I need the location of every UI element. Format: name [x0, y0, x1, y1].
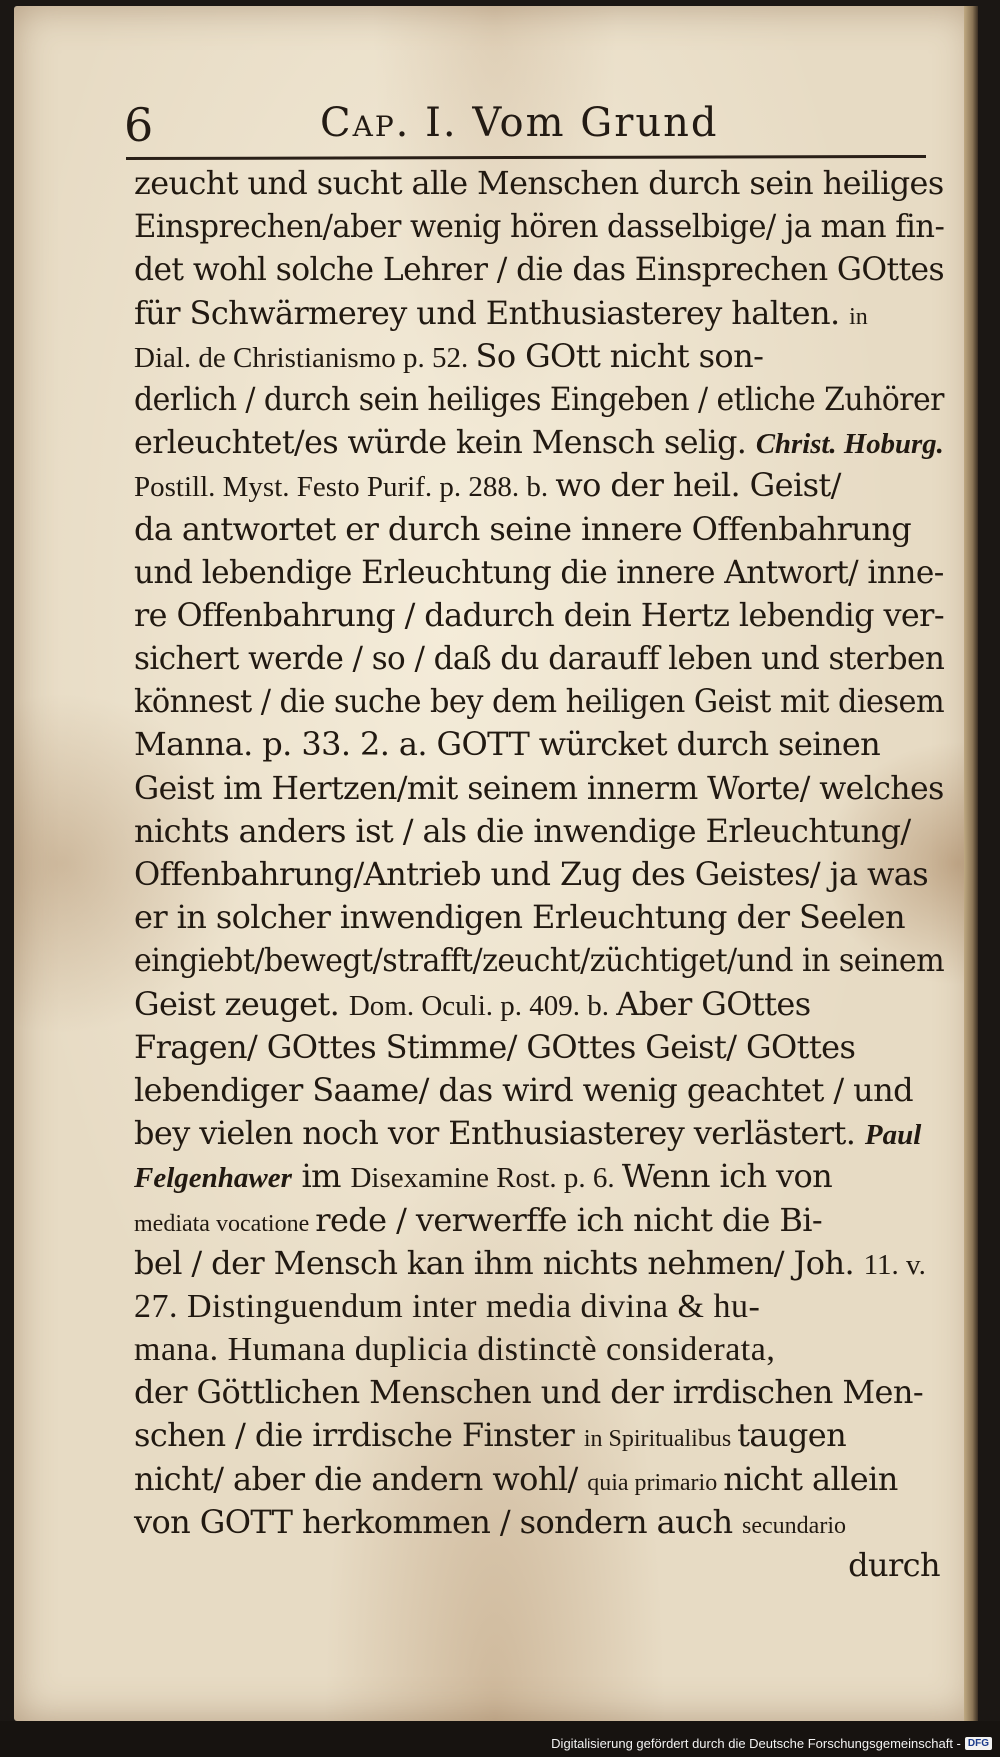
text-line [134, 1242, 944, 1285]
credit-text: Digitalisierung gefördert durch die Deutsche Forschungsgemeinschaft - [551, 1736, 961, 1751]
text-line [134, 853, 944, 896]
text-segment: da antwortet er durch seine innere Offenbahrung [134, 509, 912, 548]
page-number: 6 [124, 98, 154, 152]
text-line [134, 508, 944, 551]
text-line [134, 335, 944, 378]
text-line [134, 1371, 944, 1414]
text-line [134, 551, 944, 594]
body-text [134, 162, 944, 1587]
text-segment: eingiebt/bewegt/strafft/zeucht/züchtiget/und in seinem [134, 941, 945, 980]
footer-bar [0, 1721, 1000, 1757]
text-segment: bey vielen noch vor Enthusiasterey verlästert. [134, 1114, 865, 1153]
text-line [134, 1414, 944, 1457]
page-header [120, 98, 920, 158]
text-segment: mana. Humana duplicia distinctè considerata, [134, 1331, 776, 1369]
text-segment: GOTT würcket durch seinen [436, 725, 881, 764]
text-segment: re Offenbahrung / dadurch dein Hertz lebendig ver- [134, 595, 945, 634]
text-line [134, 1155, 944, 1198]
page-edge [964, 6, 978, 1721]
text-segment: Disexamine Rost. p. 6. [350, 1162, 622, 1195]
text-line [134, 637, 945, 680]
text-segment: Wenn ich von [621, 1157, 833, 1196]
text-segment: Felgenhawer [134, 1162, 292, 1195]
text-segment: Einsprechen/aber wenig hören dasselbige/ ja man fin- [134, 207, 945, 246]
text-line [134, 464, 944, 507]
text-line [134, 248, 944, 291]
text-segment: Christ. Hoburg. [755, 428, 944, 461]
text-segment: zeucht und sucht alle Menschen durch sein heiliges [134, 164, 944, 202]
text-segment: im [291, 1157, 351, 1196]
text-segment: für Schwärmerey und Enthusiasterey halten. [134, 293, 850, 332]
digitization-credit [551, 1736, 992, 1751]
text-line [134, 896, 944, 939]
text-line [134, 421, 944, 464]
catchword: durch [848, 1546, 940, 1584]
text-line [134, 983, 944, 1026]
text-segment: in Spiritualibus [583, 1426, 738, 1453]
chapter-label: Cap. I. [320, 100, 458, 146]
text-line [134, 1199, 944, 1242]
text-line [134, 810, 944, 853]
dfg-logo: DFG [965, 1737, 992, 1750]
text-line [134, 162, 942, 205]
text-segment: erleuchtet/es würde kein Mensch selig. [134, 423, 756, 462]
text-segment: 27. Distinguendum inter media divina & hu- [134, 1287, 761, 1325]
text-line [134, 680, 945, 723]
text-line [134, 378, 944, 421]
text-segment: Geist im Hertzen/mit seinem innerm Worte/ welches [134, 768, 944, 807]
text-segment: det wohl solche Lehrer / die das Einsprechen GOttes [134, 250, 944, 289]
text-segment: in [849, 303, 868, 330]
running-head [320, 100, 719, 146]
text-segment: Dom. Oculi. p. 409. b. [348, 989, 617, 1022]
text-segment: nicht/ aber die andern wohl/ [134, 1459, 588, 1498]
text-segment: sichert werde / so / daß du darauff leben und sterben [134, 639, 945, 678]
text-segment: Fragen/ GOttes Stimme/ GOttes Geist/ GOttes [134, 1027, 856, 1066]
text-line [134, 723, 944, 766]
text-segment: Offenbahrung/Antrieb und Zug des Geistes/ ja was [134, 855, 929, 893]
text-segment: könnest / die suche bey dem heiligen Geist mit diesem [134, 682, 945, 721]
text-segment: mediata vocatione [134, 1210, 316, 1237]
text-segment: rede / verwerffe ich nicht die Bi- [315, 1200, 823, 1239]
text-segment: wo der heil. Geist/ [555, 466, 841, 505]
text-segment: Postill. Myst. Festo Purif. p. 288. b. [134, 471, 556, 504]
text-segment: secundario [742, 1512, 846, 1539]
text-segment: Manna. p. 33. 2. a. [134, 725, 437, 764]
text-segment: nicht allein [723, 1459, 898, 1498]
text-segment: lebendiger Saame/ das wird wenig geachtet / und [134, 1070, 914, 1109]
text-line [134, 1026, 944, 1069]
text-segment: er in solcher inwendigen Erleuchtung der Seelen [134, 898, 905, 937]
text-segment: nichts anders ist / als die inwendige Erleuchtung/ [134, 811, 911, 850]
text-segment: taugen [737, 1416, 847, 1455]
text-line [134, 1069, 944, 1112]
text-segment: quia primario [587, 1469, 724, 1496]
text-line [134, 292, 944, 335]
running-head-title: Vom Grund [472, 100, 719, 146]
text-line [134, 767, 944, 810]
text-line [134, 205, 945, 248]
text-segment: von GOTT herkommen / sondern auch [134, 1502, 743, 1541]
text-segment: Dial. de Christianismo p. 52. [134, 341, 476, 374]
text-segment: der Göttlichen Menschen und der irrdischen Men- [134, 1373, 924, 1412]
text-line [134, 1458, 944, 1501]
text-line [134, 1328, 944, 1371]
text-segment: Aber GOttes [616, 984, 811, 1023]
text-line [134, 594, 945, 637]
text-segment: und lebendige Erleuchtung die innere Antwort/ inne- [134, 552, 944, 591]
text-segment: 11. v. [863, 1248, 926, 1281]
text-line [134, 1501, 944, 1544]
text-line [134, 1112, 944, 1155]
text-line [134, 939, 945, 982]
text-segment: Geist zeuget. [134, 984, 349, 1023]
text-segment: derlich / durch sein heiliges Eingeben / etliche Zuhörer [134, 379, 944, 418]
text-segment: schen / die irrdische Finster [134, 1416, 584, 1455]
text-segment: Paul [864, 1119, 922, 1152]
text-segment: So GOtt nicht son- [475, 336, 764, 375]
text-line [134, 1285, 944, 1328]
text-segment: bel / der Mensch kan ihm nichts nehmen/ Joh. [134, 1243, 864, 1282]
